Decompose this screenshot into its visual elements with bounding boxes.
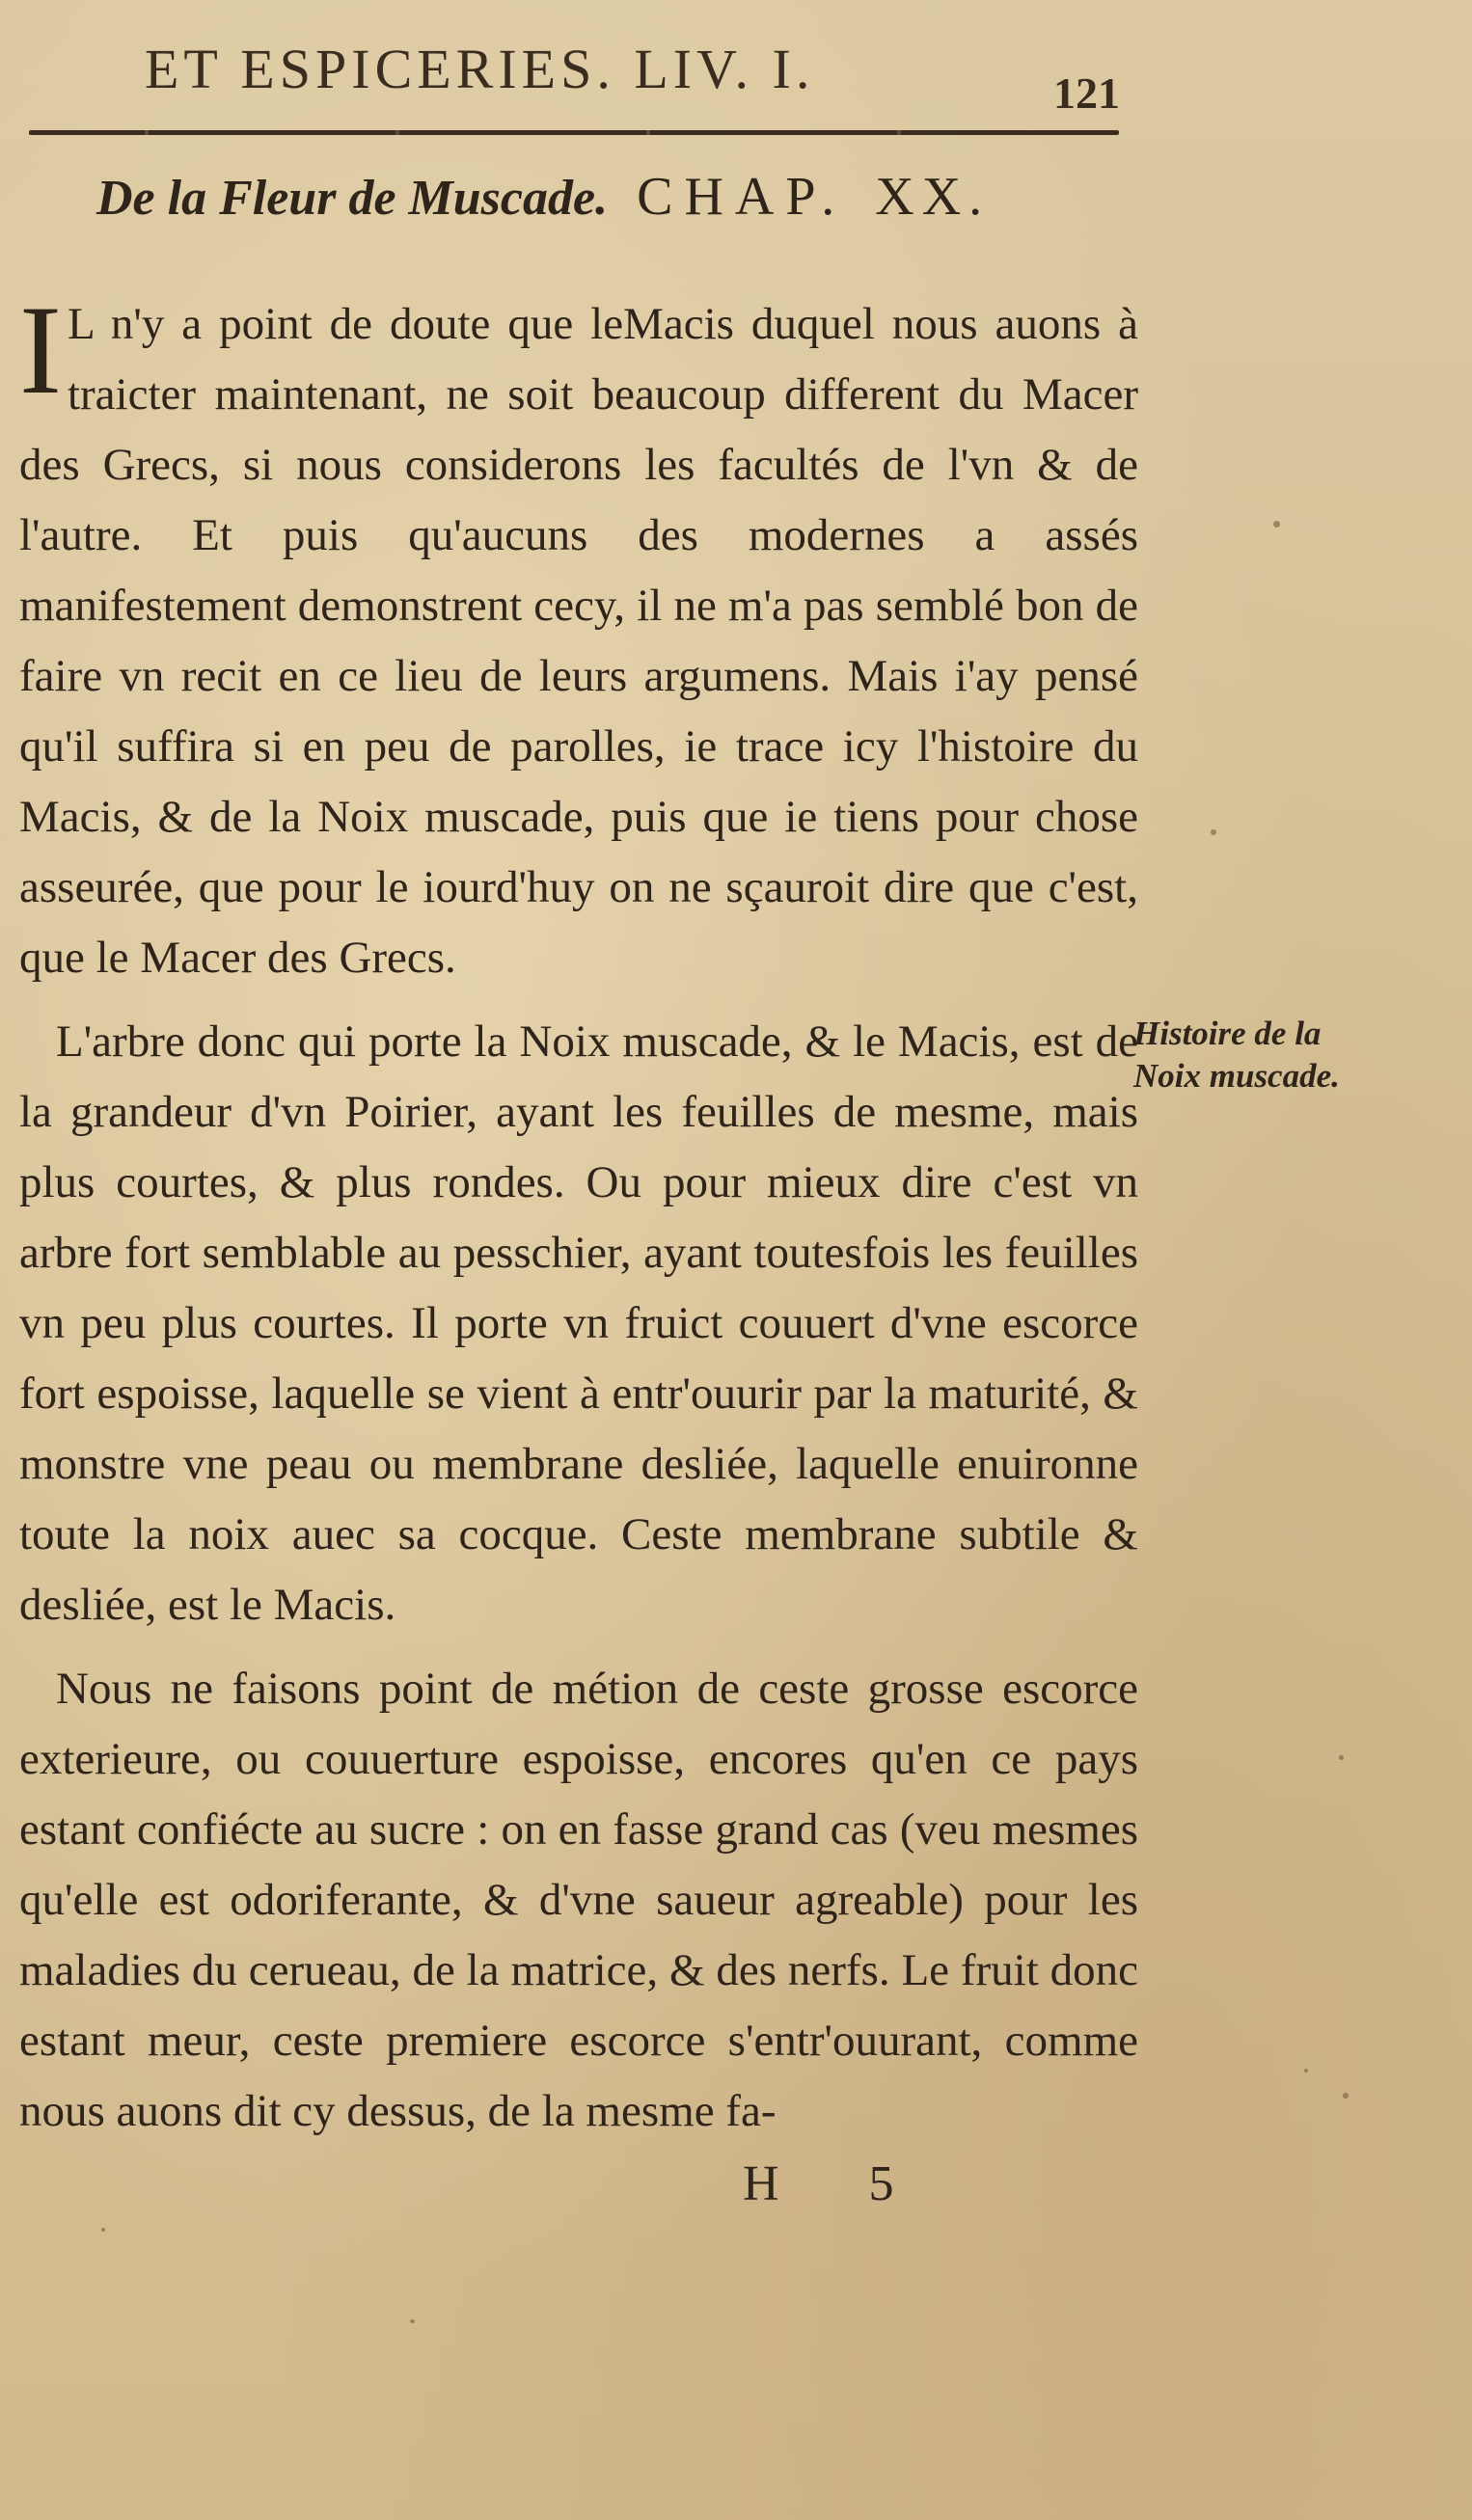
chapter-number: XX. [875,167,991,227]
chapter-heading [96,166,990,228]
paper-speck [1211,829,1216,835]
paper-speck [101,2228,105,2232]
paragraph: L'arbre donc qui porte la Noix muscade, & le Macis, est de la grandeur d'vn Poirier, ayant les feuilles de mesme, mais plus courtes, & plus rondes. Ou pour mieux dire c'est vn arbre fort semblable au pesschier, ayant toutesfois les feuilles vn peu plus courtes. Il porte vn fruict couuert d'vne escorce fort espoisse, laquelle se vient à entr'ouurir par la maturité, & monstre vne peau ou membrane desliée, laquelle enuironne toute la noix auec sa cocque. Ceste membrane subtile & desliée, est le Macis. [19,1016,1138,1630]
paragraph: IL n'y a point de doute que leMacis duquel nous auons à traicter maintenant, ne soit beaucoup different du Macer des Grecs, si nous considerons les facultés de l'vn & de l'autre. Et puis qu'aucuns des modernes a assés manifestement demonstrent cecy, il ne m'a pas semblé bon de faire vn recit en ce lieu de leurs argumens. Mais i'ay pensé qu'il suffira si en peu de parolles, ie trace icy l'histoire du Macis, & de la Noix muscade, puis que ie tiens pour chose asseurée, que pour le iourd'huy on ne sçauroit dire que c'est, que le Macer des Grecs. [19,279,1138,983]
paragraph: Nous ne faisons point de métion de ceste grosse escorce exterieure, ou couuerture espoisse, encores qu'en ce pays estant confiécte au sucre : on en fasse grand cas (veu mesmes qu'elle est odoriferante, & d'vne saueur agreable) pour les maladies du cerueau, de la matrice, & des nerfs. Le fruit donc estant meur, ceste premiere escorce s'entr'ouurant, comme nous auons dit cy dessus, de la mesme fa- [19,1664,1138,2136]
running-head: ET ESPICERIES. LIV. I. [145,38,815,100]
paper-speck [410,2319,415,2323]
page-number: 121 [1053,68,1120,118]
signature-mark: H 5 [743,2156,933,2211]
paper-speck [1304,2069,1308,2073]
paper-speck [1339,1755,1344,1760]
body-text [19,279,1138,2147]
header-rule [29,130,1119,135]
chapter-label: CHAP. [637,167,847,227]
margin-note: Histoire de la Noix muscade. [1133,1015,1340,1095]
paper-speck [1273,521,1280,528]
paper-speck [1343,2093,1349,2099]
chapter-title: De la Fleur de Muscade. [96,171,609,226]
